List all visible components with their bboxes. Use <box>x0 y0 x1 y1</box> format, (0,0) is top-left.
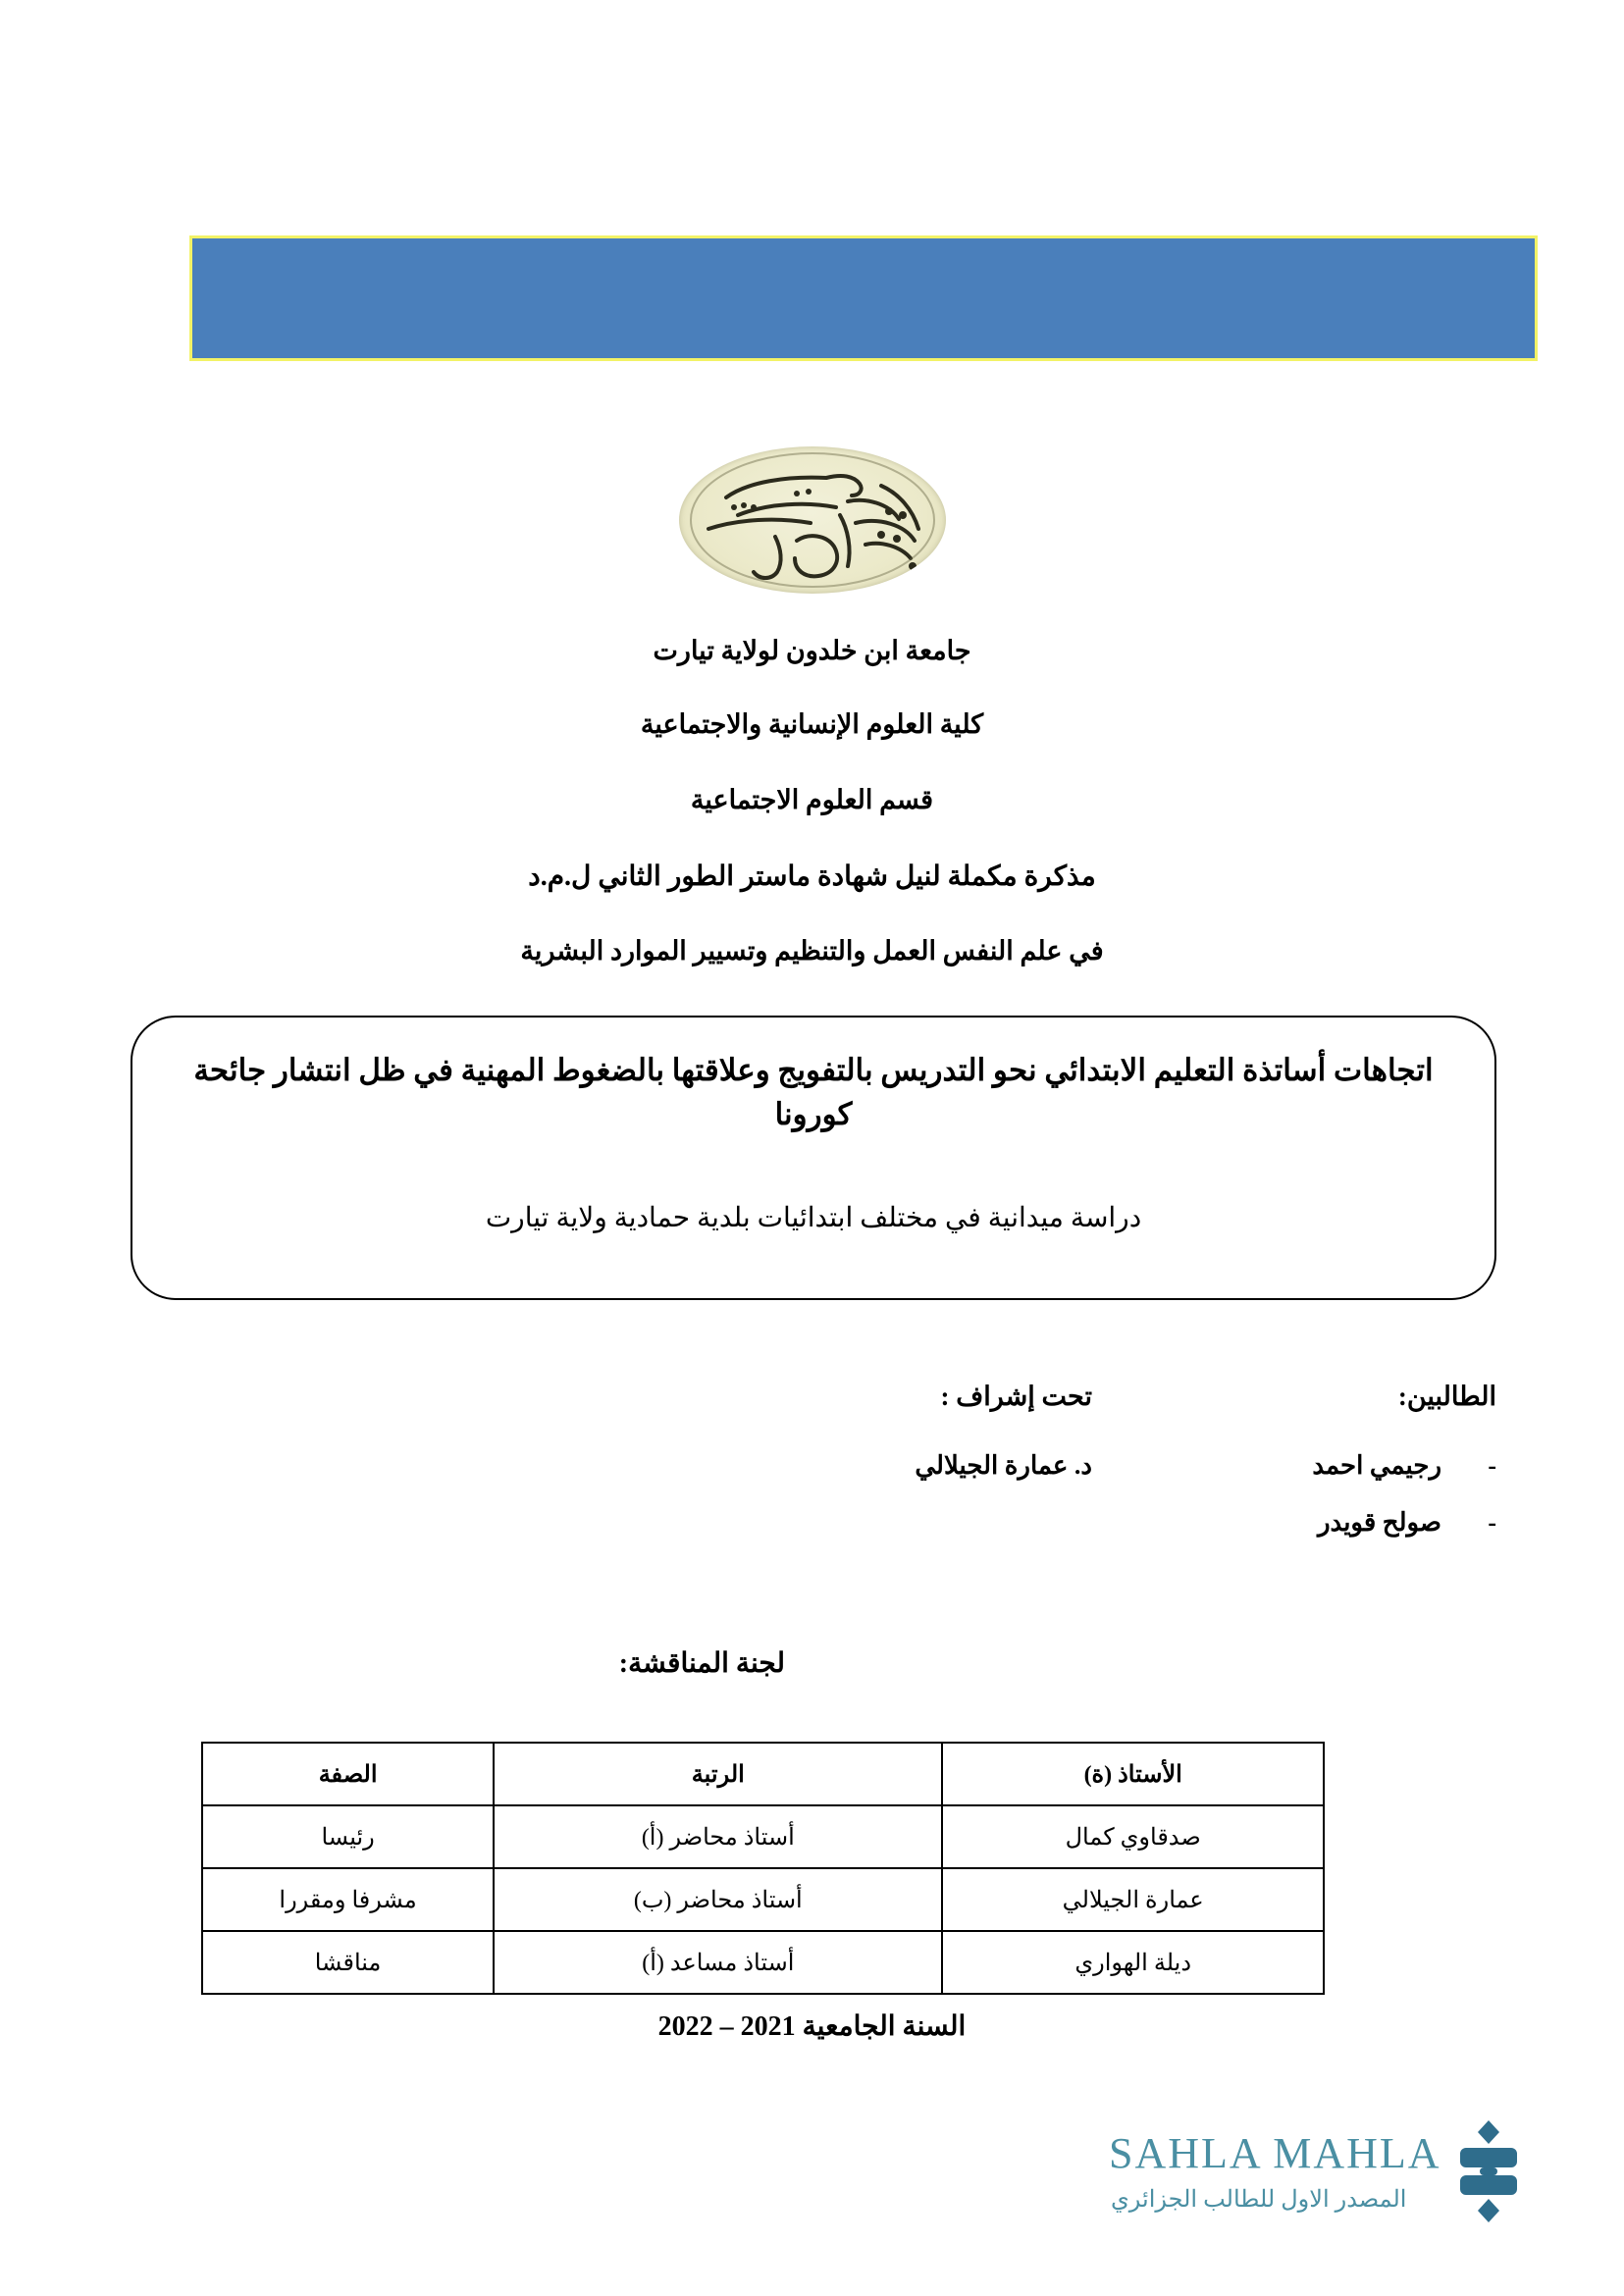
cell-rank: أستاذ مساعد (أ) <box>494 1931 942 1994</box>
students-label: الطالبين: <box>1397 1382 1496 1411</box>
thesis-title-box <box>131 1016 1496 1300</box>
table-row <box>202 1868 1324 1931</box>
cell-professor: صدقاوي كمال <box>942 1805 1324 1868</box>
sahla-mahla-logo-icon <box>1446 2118 1531 2224</box>
student-name-1-text: رجيمي احمد <box>1312 1451 1441 1480</box>
department-name: قسم العلوم الاجتماعية <box>690 785 934 814</box>
supervisor-name: د. عمارة الجيلالي <box>915 1451 1092 1480</box>
academic-year: السنة الجامعية 2021 – 2022 <box>657 2011 967 2042</box>
table-row <box>202 1805 1324 1868</box>
supervisor-label: تحت إشراف : <box>940 1382 1092 1411</box>
authorship-section <box>131 1382 1496 1607</box>
cell-role: رئيسا <box>202 1805 494 1868</box>
cell-professor: عمارة الجيلالي <box>942 1868 1324 1931</box>
faculty-name: كلية العلوم الإنسانية والاجتماعية <box>640 709 984 739</box>
university-seal-container <box>0 446 1624 594</box>
degree-statement: مذكرة مكملة لنيل شهادة ماستر الطور الثاني ل.م.د <box>528 861 1096 892</box>
committee-label: لجنة المناقشة: <box>618 1648 785 1679</box>
top-decorative-banner <box>189 235 1538 361</box>
thesis-subtitle: دراسة ميدانية في مختلف ابتدائيات بلدية حمادية ولاية تيارت <box>485 1203 1142 1233</box>
column-header-role: الصفة <box>202 1743 494 1805</box>
student-name-2-text: صولح قويدر <box>1317 1508 1441 1537</box>
list-bullet: - <box>1488 1451 1496 1480</box>
column-header-professor: الأستاذ (ة) <box>942 1743 1324 1805</box>
watermark-tagline: المصدر الاول للطالب الجزائري <box>1111 2187 1407 2213</box>
ibn-khaldoun-university-seal-icon <box>679 446 946 594</box>
watermark-brand: SAHLA MAHLA <box>1109 2129 1441 2177</box>
thesis-title: اتجاهات أساتذة التعليم الابتدائي نحو التدريس بالتفويج وعلاقتها بالضغوط المهنية في ظل انتشار جائحة كورونا <box>193 1053 1434 1131</box>
committee-table <box>201 1742 1325 1995</box>
cell-role: مناقشا <box>202 1931 494 1994</box>
cell-role: مشرفا ومقررا <box>202 1868 494 1931</box>
cell-rank: أستاذ محاضر (ب) <box>494 1868 942 1931</box>
sahla-mahla-watermark <box>1109 2114 1531 2247</box>
cell-rank: أستاذ محاضر (أ) <box>494 1805 942 1868</box>
column-header-rank: الرتبة <box>494 1743 942 1805</box>
table-header-row <box>202 1743 1324 1805</box>
list-bullet: - <box>1488 1508 1496 1537</box>
cell-professor: ديلة الهواري <box>942 1931 1324 1994</box>
table-row <box>202 1931 1324 1994</box>
specialty-statement: في علم النفس العمل والتنظيم وتسيير الموارد البشرية <box>520 936 1104 965</box>
university-name: جامعة ابن خلدون لولاية تيارت <box>653 636 971 665</box>
supervisor-column <box>543 1382 1092 1481</box>
student-name-2 <box>947 1508 1496 1538</box>
